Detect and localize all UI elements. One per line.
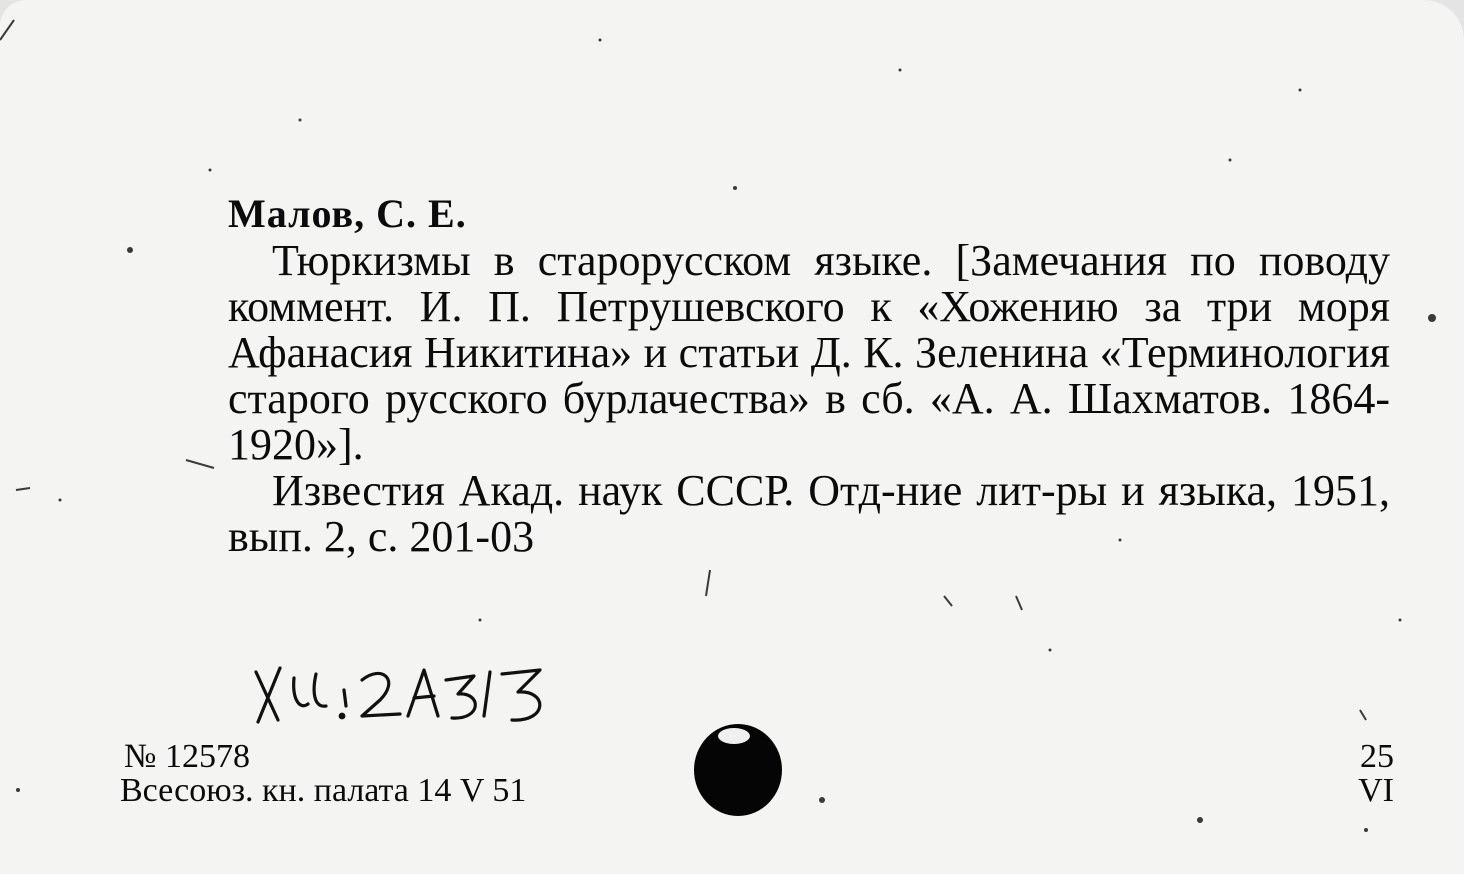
source-paragraph: Известия Акад. наук СССР. Отд-ние лит-ры и языка, 1951, вып. 2, с. 201-03 [228,466,1390,561]
book-chamber-stamp: Всесоюз. кн. палата 14 V 51 [120,772,527,809]
date-day: 25 [1360,738,1394,775]
registration-number: № 12578 [124,738,250,775]
date-month: VI [1358,772,1394,809]
author-heading: Малов, С. Е. [228,191,467,236]
handwritten-shelfmark [250,650,650,730]
title-paragraph: Тюркизмы в старорусском языке. [Замечания по поводу коммент. И. П. Петрушевского к «Хожению за три моря Афанасия Никитина» и статьи Д. К. Зеленина «Терминология старого русского бурлачества» в сб. «А. А. Шахматов. 1864-1920»]. [228,236,1390,469]
bibliographic-entry [228,238,1390,560]
punch-hole [690,718,790,818]
